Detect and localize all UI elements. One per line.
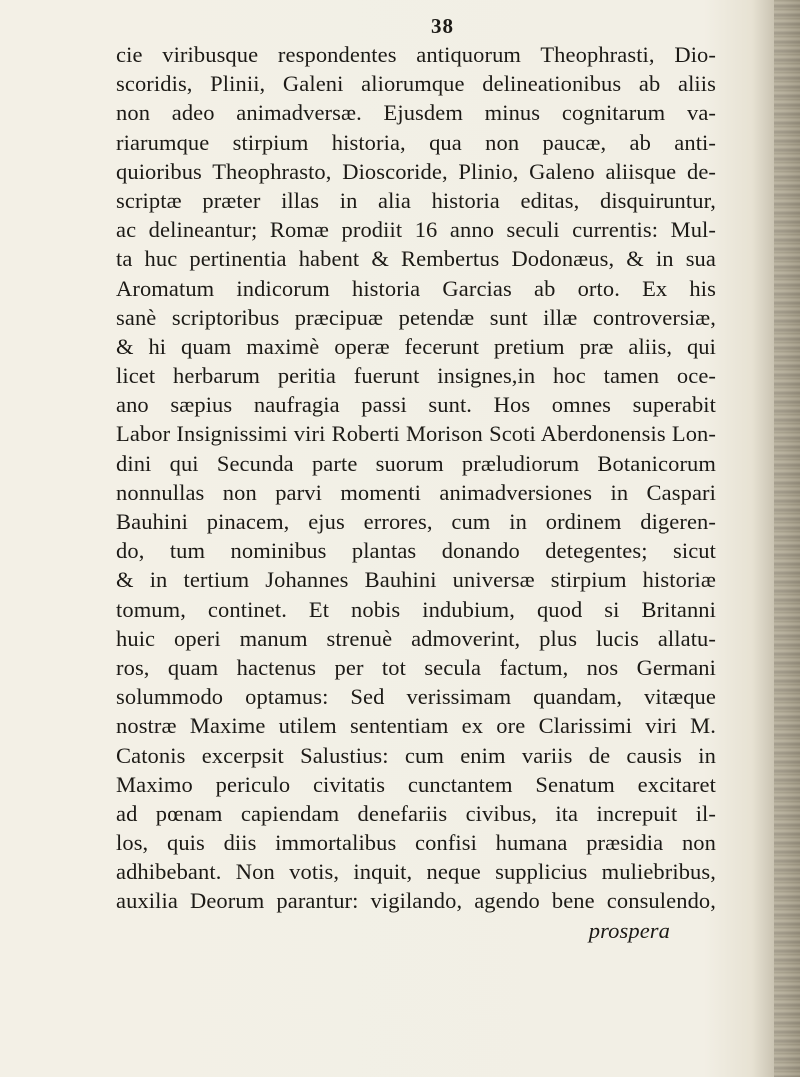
page-edge-shadow [774, 0, 800, 1077]
text-line: & hi quam maximè operæ fecerunt pretium præ aliis, qui [116, 333, 716, 359]
text-line: solummodo optamus: Sed verissimam quandam, vitæque [116, 684, 716, 710]
text-line: ano sæpius naufragia passi sunt. Hos omnes superabit [116, 392, 716, 418]
text-line: nonnullas non parvi momenti animadversiones in Caspari [116, 479, 716, 505]
text-line: Labor Insignissimi viri Roberti Morison Scoti Aberdonensis Lon- [116, 421, 716, 447]
text-line: huic operi manum strenuè admoverint, plus lucis allatu- [116, 625, 716, 651]
text-line: ad pœnam capiendam denefariis civibus, ita increpuit il- [116, 800, 716, 826]
text-line: Aromatum indicorum historia Garcias ab orto. Ex his [116, 275, 716, 301]
text-line: non adeo animadversæ. Ejusdem minus cognitarum va- [116, 100, 716, 126]
text-line: ros, quam hactenus per tot secula factum, nos Germani [116, 654, 716, 680]
text-line: scoridis, Plinii, Galeni aliorumque delineationibus ab aliis [116, 71, 716, 97]
text-line: quioribus Theophrasto, Dioscoride, Plinio, Galeno aliisque de- [116, 158, 716, 184]
text-line: nostræ Maxime utilem sententiam ex ore Clarissimi viri M. [116, 713, 716, 739]
text-line: Bauhini pinacem, ejus errores, cum in ordinem digeren- [116, 509, 716, 534]
text-line: ac delineantur; Romæ prodiit 16 anno seculi currentis: Mul- [116, 217, 716, 243]
text-line: ta huc pertinentia habent & Rembertus Dodonæus, & in sua [116, 246, 716, 272]
text-line: riarumque stirpium historia, qua non paucæ, ab anti- [116, 129, 716, 155]
text-line: auxilia Deorum parantur: vigilando, agendo bene consulendo, [116, 888, 716, 914]
text-line: sanè scriptoribus præcipuæ petendæ sunt illæ controversiæ, [116, 304, 716, 330]
text-line: dini qui Secunda parte suorum præludiorum Botanicorum [116, 450, 716, 476]
text-line: cie viribusque respondentes antiquorum Theophrasti, Dio- [116, 42, 716, 67]
text-line: licet herbarum peritia fuerunt insignes,in hoc tamen oce- [116, 363, 716, 389]
text-line: scriptæ præter illas in alia historia editas, disquiruntur, [116, 187, 716, 213]
text-line: Maximo periculo civitatis cunctantem Senatum excitaret [116, 771, 716, 797]
body-text [116, 40, 716, 945]
text-line: tomum, continet. Et nobis indubium, quod si Britanni [116, 596, 716, 622]
text-line: adhibebant. Non votis, inquit, neque supplicius muliebribus, [116, 859, 716, 885]
catchword: prospera [588, 917, 670, 943]
text-line: do, tum nominibus plantas donando detegentes; sicut [116, 538, 716, 564]
text-line: & in tertium Johannes Bauhini universæ stirpium historiæ [116, 567, 716, 593]
text-line: los, quis diis immortalibus confisi humana præsidia non [116, 830, 716, 856]
page-number: 38 [431, 14, 454, 38]
text-line: Catonis excerpsit Salustius: cum enim variis de causis in [116, 742, 716, 768]
